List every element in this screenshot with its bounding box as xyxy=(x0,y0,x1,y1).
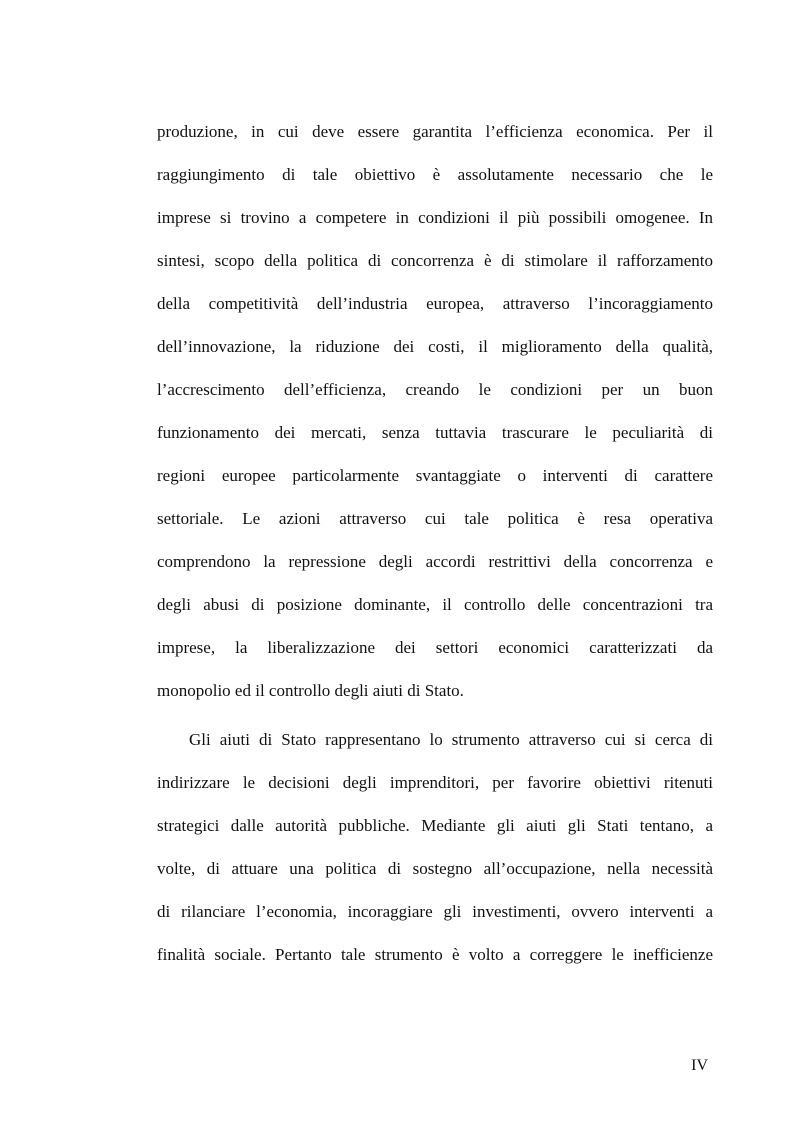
text-line: comprendono la repressione degli accordi restrittivi della concorrenza e xyxy=(157,552,713,571)
text-line: settoriale. Le azioni attraverso cui tale politica è resa operativa xyxy=(157,509,713,528)
text-line: l’accrescimento dell’efficienza, creando le condizioni per un buon xyxy=(157,380,713,399)
text-line: di rilanciare l’economia, incoraggiare gli investimenti, ovvero interventi a xyxy=(157,902,713,921)
page-number: IV xyxy=(691,1057,708,1074)
paragraph-1 xyxy=(157,114,713,716)
text-line: indirizzare le decisioni degli imprenditori, per favorire obiettivi ritenuti xyxy=(157,773,713,792)
text-line: finalità sociale. Pertanto tale strumento è volto a correggere le inefficienze xyxy=(157,945,713,964)
text-line: dell’innovazione, la riduzione dei costi, il miglioramento della qualità, xyxy=(157,337,713,356)
text-line: imprese, la liberalizzazione dei settori economici caratterizzati da xyxy=(157,638,713,657)
text-line: volte, di attuare una politica di sostegno all’occupazione, nella necessità xyxy=(157,859,713,878)
body-text xyxy=(157,114,713,980)
text-line: raggiungimento di tale obiettivo è assolutamente necessario che le xyxy=(157,165,713,184)
text-line: monopolio ed il controllo degli aiuti di Stato. xyxy=(157,681,464,700)
text-line: della competitività dell’industria europea, attraverso l’incoraggiamento xyxy=(157,294,713,313)
text-line: produzione, in cui deve essere garantita l’efficienza economica. Per il xyxy=(157,122,713,141)
text-line: sintesi, scopo della politica di concorrenza è di stimolare il rafforzamento xyxy=(157,251,713,270)
text-line: imprese si trovino a competere in condizioni il più possibili omogenee. In xyxy=(157,208,713,227)
paragraph-2 xyxy=(157,722,713,980)
text-line: degli abusi di posizione dominante, il controllo delle concentrazioni tra xyxy=(157,595,713,614)
text-line: funzionamento dei mercati, senza tuttavia trascurare le peculiarità di xyxy=(157,423,713,442)
text-line: regioni europee particolarmente svantaggiate o interventi di carattere xyxy=(157,466,713,485)
text-line: strategici dalle autorità pubbliche. Mediante gli aiuti gli Stati tentano, a xyxy=(157,816,713,835)
text-line: Gli aiuti di Stato rappresentano lo strumento attraverso cui si cerca di xyxy=(189,730,713,749)
